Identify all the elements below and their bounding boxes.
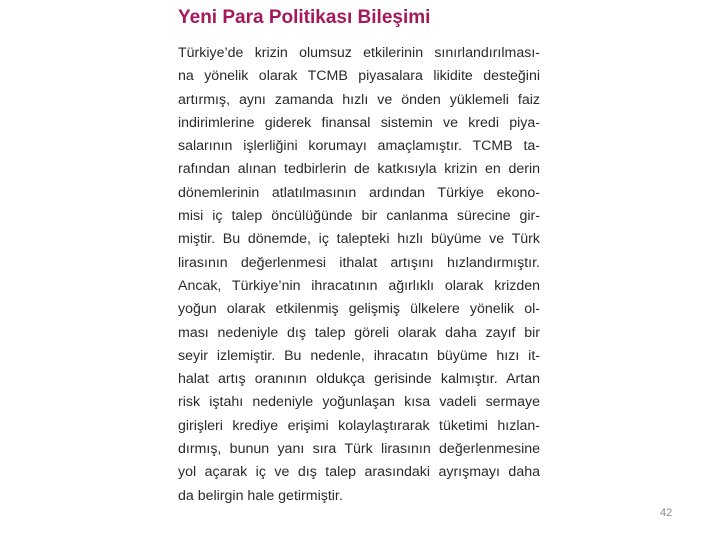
page-number: 42 xyxy=(660,507,673,519)
paragraph-line: da belirgin hale getirmiştir. xyxy=(178,487,343,504)
paragraph-line: Türkiye’de krizin olumsuz etkilerinin sınırlandırılması- xyxy=(178,45,540,61)
paragraph-line: yol açarak iç ve dış talep arasındaki ayrışmayı daha xyxy=(178,464,540,481)
paragraph-line: artırmış, aynı zamanda hızlı ve önden yüklemeli faiz xyxy=(178,91,540,108)
paragraph-line: risk iştahı nedeniyle yoğunlaşan kısa vadeli sermaye xyxy=(178,394,540,411)
body-paragraph xyxy=(178,42,540,508)
paragraph-line: miştir. Bu dönemde, iç talepteki hızlı büyüme ve Türk xyxy=(178,231,540,248)
paragraph-line: dönemlerinin atlatılmasının ardından Türkiye ekono- xyxy=(178,184,540,201)
paragraph-line: yoğun olarak etkilenmiş gelişmiş ülkelere yönelik ol- xyxy=(178,301,540,318)
paragraph-line: rafından alınan tedbirlerin de katkısıyla krizin en derin xyxy=(178,161,540,178)
section-title: Yeni Para Politikası Bileşimi xyxy=(178,7,431,28)
paragraph-line: girişleri krediye erişimi kolaylaştırarak tüketimi hızlan- xyxy=(178,417,540,434)
paragraph-line: seyir izlemiştir. Bu nedenle, ihracatın büyüme hızı it- xyxy=(178,347,540,364)
paragraph-line: halat artış oranının oldukça gerisinde kalmıştır. Artan xyxy=(178,371,540,388)
paragraph-line: misi iç talep öncülüğünde bir canlanma sürecine gir- xyxy=(178,208,540,225)
paragraph-line: lirasının değerlenmesi ithalat artışını hızlandırmıştır. xyxy=(178,254,540,271)
paragraph-line: na yönelik olarak TCMB piyasalara likidite desteğini xyxy=(178,68,540,85)
paragraph-line: Ancak, Türkiye’nin ihracatının ağırlıklı olarak krizden xyxy=(178,277,540,294)
paragraph-line: indirimlerine giderek finansal sistemin ve kredi piya- xyxy=(178,114,540,131)
paragraph-line: ması nedeniyle dış talep göreli olarak daha zayıf bir xyxy=(178,324,540,341)
paragraph-line: dırmış, bunun yanı sıra Türk lirasının değerlenmesine xyxy=(178,441,540,458)
paragraph-line: salarının işlerliğini korumayı amaçlamıştır. TCMB ta- xyxy=(178,138,540,155)
